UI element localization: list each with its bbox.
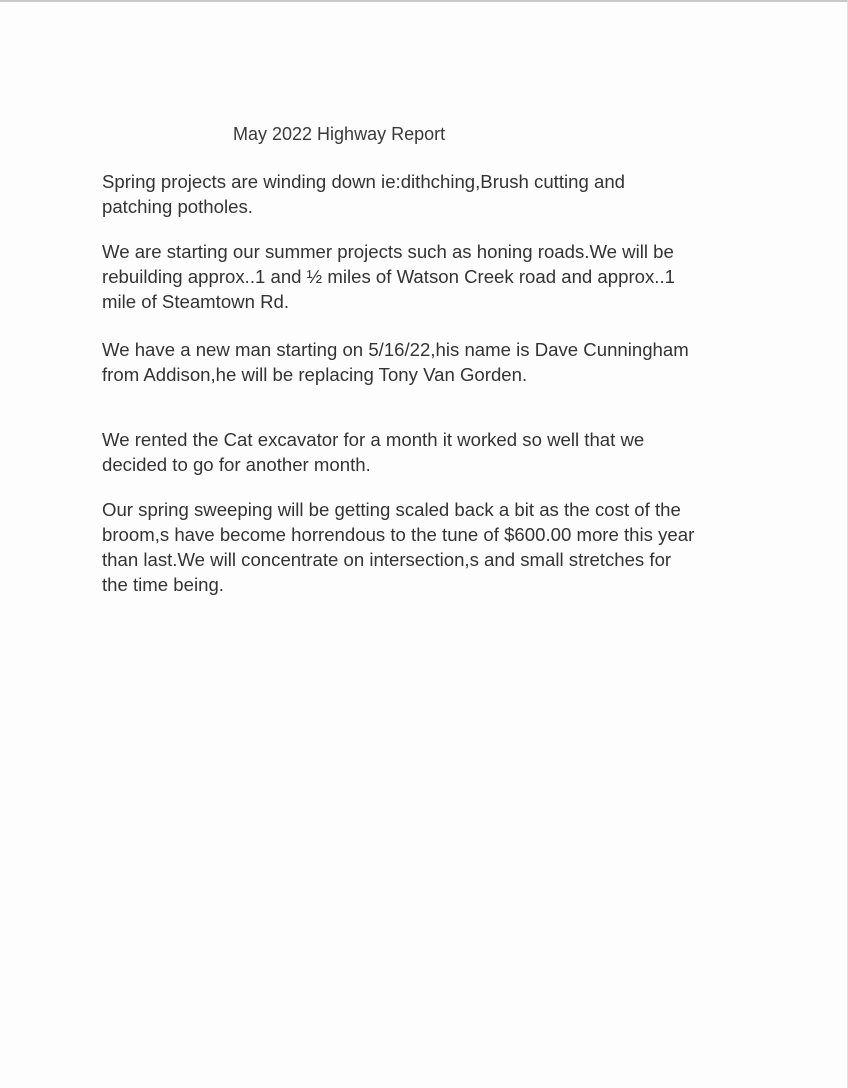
text-line: rebuilding approx..1 and ½ miles of Watson Creek road and approx..1 (102, 266, 675, 287)
text-line: mile of Steamtown Rd. (102, 291, 290, 312)
text-line: patching potholes. (102, 196, 253, 217)
paragraph-excavator-rental (102, 427, 762, 477)
paragraph-summer-projects (102, 239, 762, 314)
text-line: from Addison,he will be replacing Tony Van Gorden. (102, 364, 528, 385)
text-line: decided to go for another month. (102, 454, 371, 475)
text-line: the time being. (102, 574, 224, 595)
report-title: May 2022 Highway Report (233, 124, 446, 144)
text-line: We have a new man starting on 5/16/22,his name is Dave Cunningham (102, 339, 689, 360)
text-line: broom,s have become horrendous to the tune of $600.00 more this year (102, 524, 695, 545)
paragraph-spring-projects (102, 169, 762, 219)
paragraph-new-hire (102, 337, 762, 387)
text-line: than last.We will concentrate on intersection,s and small stretches for (102, 549, 672, 570)
text-line: We rented the Cat excavator for a month it worked so well that we (102, 429, 645, 450)
text-line: Spring projects are winding down ie:dithching,Brush cutting and (102, 171, 626, 192)
paragraph-spring-sweeping (102, 497, 762, 597)
text-line: We are starting our summer projects such as honing roads.We will be (102, 241, 674, 262)
text-line: Our spring sweeping will be getting scaled back a bit as the cost of the (102, 499, 681, 520)
